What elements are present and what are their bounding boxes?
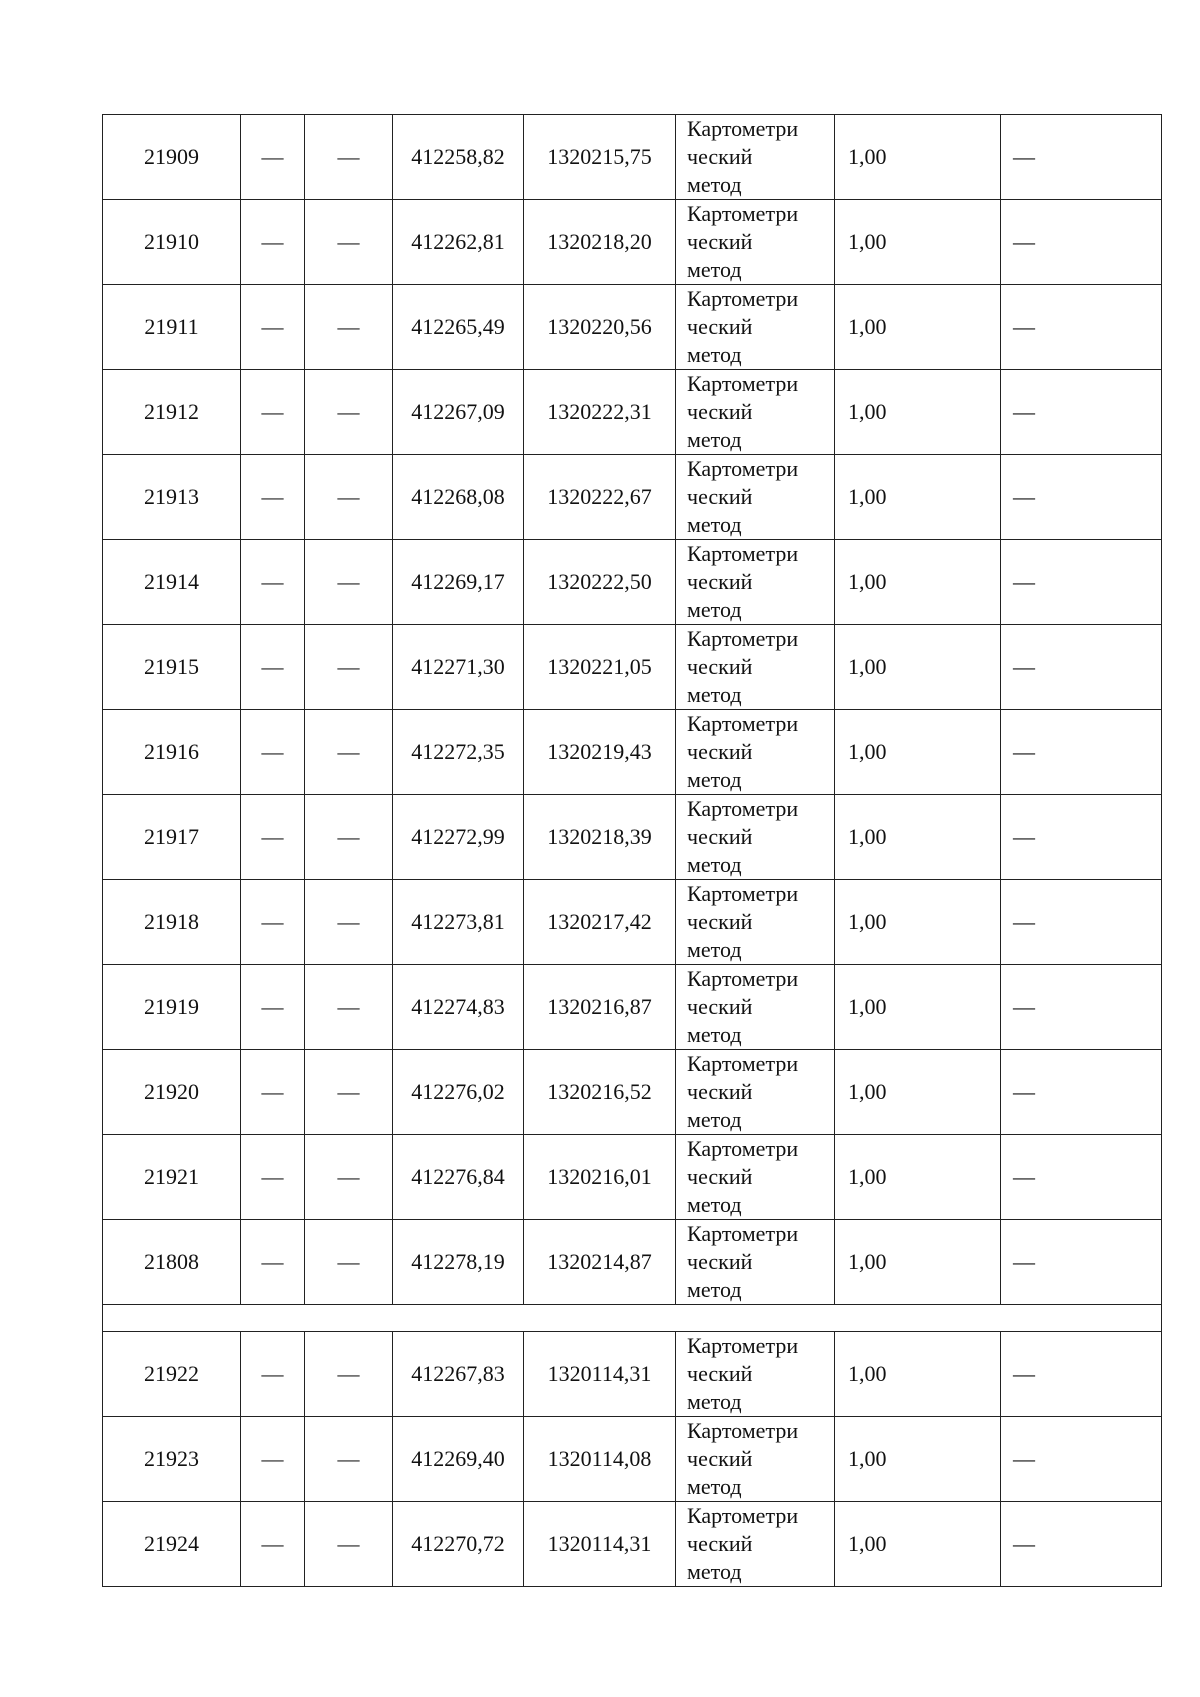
point-number-cell: 21921	[103, 1135, 241, 1220]
note-cell: —	[1001, 540, 1162, 625]
y-coordinate-cell: 1320217,42	[524, 880, 676, 965]
note-cell: —	[1001, 965, 1162, 1050]
note-cell: —	[1001, 710, 1162, 795]
error-cell: 1,00	[835, 1332, 1001, 1417]
method-cell: Картометри ческий метод	[676, 200, 835, 285]
error-cell: 1,00	[835, 965, 1001, 1050]
y-coordinate-cell: 1320222,31	[524, 370, 676, 455]
method-cell: Картометри ческий метод	[676, 1417, 835, 1502]
method-cell: Картометри ческий метод	[676, 1220, 835, 1305]
point-number-cell: 21911	[103, 285, 241, 370]
error-cell: 1,00	[835, 200, 1001, 285]
table-row	[103, 1502, 1162, 1587]
note-cell: —	[1001, 285, 1162, 370]
y-coordinate-cell: 1320114,31	[524, 1332, 676, 1417]
y-coordinate-cell: 1320114,31	[524, 1502, 676, 1587]
y-coordinate-cell: 1320218,20	[524, 200, 676, 285]
y-coordinate-cell: 1320221,05	[524, 625, 676, 710]
old-y-cell: —	[305, 1135, 393, 1220]
method-cell: Картометри ческий метод	[676, 795, 835, 880]
note-cell: —	[1001, 795, 1162, 880]
old-x-cell: —	[241, 1417, 305, 1502]
spacer-cell	[103, 1305, 1162, 1332]
table-row	[103, 965, 1162, 1050]
note-cell: —	[1001, 1050, 1162, 1135]
old-y-cell: —	[305, 455, 393, 540]
error-cell: 1,00	[835, 1050, 1001, 1135]
x-coordinate-cell: 412278,19	[393, 1220, 524, 1305]
table-row	[103, 1050, 1162, 1135]
x-coordinate-cell: 412262,81	[393, 200, 524, 285]
x-coordinate-cell: 412271,30	[393, 625, 524, 710]
table-row	[103, 795, 1162, 880]
note-cell: —	[1001, 115, 1162, 200]
point-number-cell: 21923	[103, 1417, 241, 1502]
old-x-cell: —	[241, 880, 305, 965]
note-cell: —	[1001, 1220, 1162, 1305]
y-coordinate-cell: 1320216,52	[524, 1050, 676, 1135]
note-cell: —	[1001, 200, 1162, 285]
method-cell: Картометри ческий метод	[676, 115, 835, 200]
x-coordinate-cell: 412274,83	[393, 965, 524, 1050]
point-number-cell: 21916	[103, 710, 241, 795]
point-number-cell: 21910	[103, 200, 241, 285]
x-coordinate-cell: 412258,82	[393, 115, 524, 200]
table-body	[103, 115, 1162, 1587]
method-cell: Картометри ческий метод	[676, 880, 835, 965]
old-y-cell: —	[305, 200, 393, 285]
y-coordinate-cell: 1320218,39	[524, 795, 676, 880]
point-number-cell: 21914	[103, 540, 241, 625]
y-coordinate-cell: 1320222,67	[524, 455, 676, 540]
old-y-cell: —	[305, 1220, 393, 1305]
y-coordinate-cell: 1320216,01	[524, 1135, 676, 1220]
old-x-cell: —	[241, 455, 305, 540]
x-coordinate-cell: 412270,72	[393, 1502, 524, 1587]
table-row	[103, 1332, 1162, 1417]
point-number-cell: 21924	[103, 1502, 241, 1587]
error-cell: 1,00	[835, 370, 1001, 455]
x-coordinate-cell: 412272,35	[393, 710, 524, 795]
method-cell: Картометри ческий метод	[676, 965, 835, 1050]
old-x-cell: —	[241, 1135, 305, 1220]
point-number-cell: 21912	[103, 370, 241, 455]
method-cell: Картометри ческий метод	[676, 285, 835, 370]
old-y-cell: —	[305, 1332, 393, 1417]
error-cell: 1,00	[835, 880, 1001, 965]
table-row	[103, 455, 1162, 540]
y-coordinate-cell: 1320216,87	[524, 965, 676, 1050]
point-number-cell: 21909	[103, 115, 241, 200]
error-cell: 1,00	[835, 1502, 1001, 1587]
point-number-cell: 21915	[103, 625, 241, 710]
old-y-cell: —	[305, 625, 393, 710]
point-number-cell: 21919	[103, 965, 241, 1050]
table-spacer-row	[103, 1305, 1162, 1332]
point-number-cell: 21920	[103, 1050, 241, 1135]
table-row	[103, 285, 1162, 370]
method-cell: Картометри ческий метод	[676, 625, 835, 710]
y-coordinate-cell: 1320220,56	[524, 285, 676, 370]
y-coordinate-cell: 1320215,75	[524, 115, 676, 200]
old-x-cell: —	[241, 285, 305, 370]
note-cell: —	[1001, 1417, 1162, 1502]
x-coordinate-cell: 412268,08	[393, 455, 524, 540]
old-y-cell: —	[305, 1502, 393, 1587]
method-cell: Картометри ческий метод	[676, 540, 835, 625]
table-row	[103, 370, 1162, 455]
error-cell: 1,00	[835, 795, 1001, 880]
table-row	[103, 710, 1162, 795]
old-y-cell: —	[305, 1050, 393, 1135]
note-cell: —	[1001, 1502, 1162, 1587]
point-number-cell: 21913	[103, 455, 241, 540]
method-cell: Картометри ческий метод	[676, 1050, 835, 1135]
old-y-cell: —	[305, 880, 393, 965]
table-row	[103, 540, 1162, 625]
table-row	[103, 200, 1162, 285]
table-row	[103, 880, 1162, 965]
x-coordinate-cell: 412265,49	[393, 285, 524, 370]
x-coordinate-cell: 412267,09	[393, 370, 524, 455]
old-x-cell: —	[241, 1050, 305, 1135]
method-cell: Картометри ческий метод	[676, 1332, 835, 1417]
old-y-cell: —	[305, 370, 393, 455]
y-coordinate-cell: 1320219,43	[524, 710, 676, 795]
old-y-cell: —	[305, 710, 393, 795]
x-coordinate-cell: 412276,84	[393, 1135, 524, 1220]
error-cell: 1,00	[835, 1220, 1001, 1305]
error-cell: 1,00	[835, 625, 1001, 710]
method-cell: Картометри ческий метод	[676, 1502, 835, 1587]
error-cell: 1,00	[835, 455, 1001, 540]
old-x-cell: —	[241, 1220, 305, 1305]
x-coordinate-cell: 412269,17	[393, 540, 524, 625]
table-row	[103, 1220, 1162, 1305]
x-coordinate-cell: 412276,02	[393, 1050, 524, 1135]
old-x-cell: —	[241, 965, 305, 1050]
method-cell: Картометри ческий метод	[676, 455, 835, 540]
y-coordinate-cell: 1320222,50	[524, 540, 676, 625]
point-number-cell: 21922	[103, 1332, 241, 1417]
note-cell: —	[1001, 370, 1162, 455]
old-y-cell: —	[305, 115, 393, 200]
method-cell: Картометри ческий метод	[676, 710, 835, 795]
old-x-cell: —	[241, 795, 305, 880]
y-coordinate-cell: 1320114,08	[524, 1417, 676, 1502]
table-row	[103, 1135, 1162, 1220]
old-x-cell: —	[241, 710, 305, 795]
note-cell: —	[1001, 1332, 1162, 1417]
error-cell: 1,00	[835, 1135, 1001, 1220]
old-x-cell: —	[241, 540, 305, 625]
method-cell: Картометри ческий метод	[676, 370, 835, 455]
x-coordinate-cell: 412273,81	[393, 880, 524, 965]
x-coordinate-cell: 412269,40	[393, 1417, 524, 1502]
old-x-cell: —	[241, 115, 305, 200]
point-number-cell: 21808	[103, 1220, 241, 1305]
old-x-cell: —	[241, 370, 305, 455]
table-row	[103, 115, 1162, 200]
error-cell: 1,00	[835, 1417, 1001, 1502]
point-number-cell: 21918	[103, 880, 241, 965]
x-coordinate-cell: 412267,83	[393, 1332, 524, 1417]
table-row	[103, 625, 1162, 710]
note-cell: —	[1001, 455, 1162, 540]
error-cell: 1,00	[835, 285, 1001, 370]
note-cell: —	[1001, 880, 1162, 965]
coordinates-table	[102, 114, 1162, 1587]
point-number-cell: 21917	[103, 795, 241, 880]
error-cell: 1,00	[835, 115, 1001, 200]
old-x-cell: —	[241, 200, 305, 285]
error-cell: 1,00	[835, 710, 1001, 795]
method-cell: Картометри ческий метод	[676, 1135, 835, 1220]
y-coordinate-cell: 1320214,87	[524, 1220, 676, 1305]
old-x-cell: —	[241, 625, 305, 710]
old-x-cell: —	[241, 1332, 305, 1417]
old-y-cell: —	[305, 540, 393, 625]
x-coordinate-cell: 412272,99	[393, 795, 524, 880]
old-y-cell: —	[305, 285, 393, 370]
error-cell: 1,00	[835, 540, 1001, 625]
old-y-cell: —	[305, 795, 393, 880]
old-x-cell: —	[241, 1502, 305, 1587]
old-y-cell: —	[305, 965, 393, 1050]
note-cell: —	[1001, 625, 1162, 710]
note-cell: —	[1001, 1135, 1162, 1220]
table-row	[103, 1417, 1162, 1502]
old-y-cell: —	[305, 1417, 393, 1502]
